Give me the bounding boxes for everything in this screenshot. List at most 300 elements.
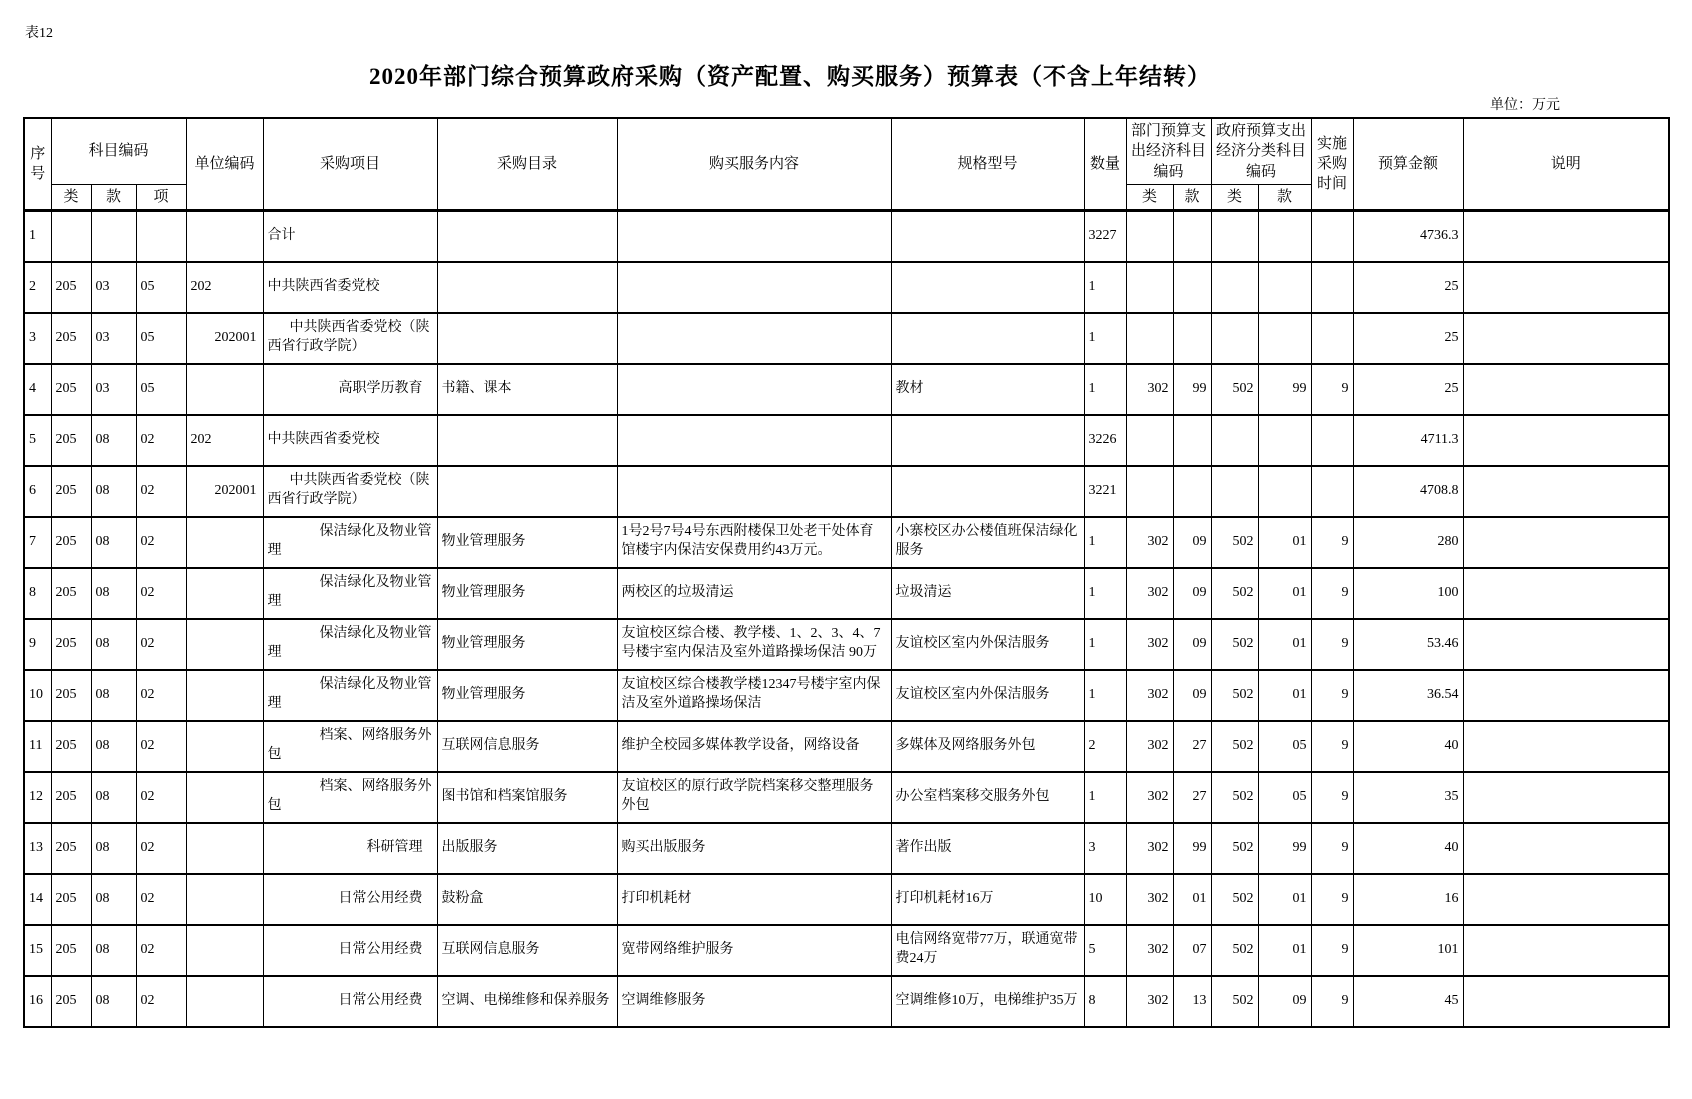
cell-service-content xyxy=(617,211,891,262)
cell-budget-amount: 4736.3 xyxy=(1353,211,1463,262)
cell-gov-section: 01 xyxy=(1258,568,1311,619)
cell-dept-section: 99 xyxy=(1173,823,1211,874)
table-row xyxy=(24,313,1669,364)
cell-subject-class: 205 xyxy=(51,466,91,517)
sub-header-gov-class: 类 xyxy=(1211,184,1258,210)
cell-seq: 11 xyxy=(24,721,51,772)
cell-subject-item: 02 xyxy=(136,568,186,619)
cell-quantity: 1 xyxy=(1084,364,1126,415)
cell-gov-class: 502 xyxy=(1211,925,1258,976)
cell-catalog: 物业管理服务 xyxy=(437,619,617,670)
cell-subject-class: 205 xyxy=(51,721,91,772)
cell-note xyxy=(1463,772,1669,823)
cell-gov-class xyxy=(1211,262,1258,313)
cell-note xyxy=(1463,823,1669,874)
cell-subject-class xyxy=(51,211,91,262)
cell-subject-item: 02 xyxy=(136,772,186,823)
cell-service-content: 维护全校园多媒体教学设备，网络设备 xyxy=(617,721,891,772)
cell-subject-section: 08 xyxy=(91,568,136,619)
cell-dept-section: 27 xyxy=(1173,772,1211,823)
cell-budget-amount: 100 xyxy=(1353,568,1463,619)
cell-gov-section: 01 xyxy=(1258,670,1311,721)
cell-spec-model: 垃圾清运 xyxy=(891,568,1084,619)
cell-service-content: 宽带网络维护服务 xyxy=(617,925,891,976)
cell-subject-class: 205 xyxy=(51,415,91,466)
cell-subject-section: 08 xyxy=(91,823,136,874)
cell-subject-section: 08 xyxy=(91,517,136,568)
cell-gov-section: 99 xyxy=(1258,823,1311,874)
cell-service-content: 友谊校区的原行政学院档案移交整理服务外包 xyxy=(617,772,891,823)
cell-gov-section: 99 xyxy=(1258,364,1311,415)
cell-subject-section: 03 xyxy=(91,262,136,313)
cell-unit-code: 202001 xyxy=(186,466,263,517)
cell-dept-class xyxy=(1126,466,1173,517)
cell-note xyxy=(1463,976,1669,1027)
cell-seq: 14 xyxy=(24,874,51,925)
cell-dept-section: 13 xyxy=(1173,976,1211,1027)
cell-budget-amount: 45 xyxy=(1353,976,1463,1027)
cell-purchase-time xyxy=(1311,313,1353,364)
table-row xyxy=(24,619,1669,670)
cell-subject-class: 205 xyxy=(51,670,91,721)
cell-dept-class: 302 xyxy=(1126,721,1173,772)
cell-spec-model xyxy=(891,262,1084,313)
cell-spec-model: 打印机耗材16万 xyxy=(891,874,1084,925)
cell-note xyxy=(1463,364,1669,415)
cell-unit-code xyxy=(186,823,263,874)
cell-purchase-time: 9 xyxy=(1311,568,1353,619)
cell-gov-section: 09 xyxy=(1258,976,1311,1027)
cell-subject-section: 08 xyxy=(91,619,136,670)
table-tag: 表12 xyxy=(25,26,53,41)
cell-dept-class: 302 xyxy=(1126,619,1173,670)
col-header-procurement-item: 采购项目 xyxy=(263,118,437,211)
sub-header-subject-section: 款 xyxy=(91,184,136,210)
cell-seq: 16 xyxy=(24,976,51,1027)
col-header-gov-code: 政府预算支出经济分类科目编码 xyxy=(1211,118,1311,184)
cell-quantity: 10 xyxy=(1084,874,1126,925)
sub-header-dept-section: 款 xyxy=(1173,184,1211,210)
cell-gov-class xyxy=(1211,415,1258,466)
cell-gov-section: 01 xyxy=(1258,619,1311,670)
cell-purchase-time: 9 xyxy=(1311,364,1353,415)
cell-subject-section xyxy=(91,211,136,262)
cell-subject-item: 02 xyxy=(136,415,186,466)
page-title: 2020年部门综合预算政府采购（资产配置、购买服务）预算表（不含上年结转） xyxy=(369,64,1211,89)
cell-seq: 13 xyxy=(24,823,51,874)
cell-subject-class: 205 xyxy=(51,364,91,415)
cell-note xyxy=(1463,925,1669,976)
cell-seq: 6 xyxy=(24,466,51,517)
cell-budget-amount: 4711.3 xyxy=(1353,415,1463,466)
cell-spec-model: 办公室档案移交服务外包 xyxy=(891,772,1084,823)
col-header-note: 说明 xyxy=(1463,118,1669,211)
sub-header-subject-item: 项 xyxy=(136,184,186,210)
table-header xyxy=(24,118,1669,211)
table-body xyxy=(24,211,1669,1027)
table-row xyxy=(24,721,1669,772)
cell-note xyxy=(1463,721,1669,772)
cell-dept-section: 99 xyxy=(1173,364,1211,415)
cell-spec-model xyxy=(891,466,1084,517)
cell-catalog: 互联网信息服务 xyxy=(437,721,617,772)
cell-service-content: 两校区的垃圾清运 xyxy=(617,568,891,619)
cell-note xyxy=(1463,415,1669,466)
cell-purchase-time xyxy=(1311,466,1353,517)
cell-subject-item: 05 xyxy=(136,313,186,364)
cell-procurement-item: 保洁绿化及物业管理 xyxy=(263,568,437,619)
cell-subject-section: 08 xyxy=(91,976,136,1027)
table-row xyxy=(24,823,1669,874)
cell-service-content xyxy=(617,415,891,466)
budget-table xyxy=(23,117,1670,1028)
cell-unit-code xyxy=(186,211,263,262)
cell-service-content: 空调维修服务 xyxy=(617,976,891,1027)
cell-subject-item: 02 xyxy=(136,466,186,517)
cell-quantity: 3 xyxy=(1084,823,1126,874)
cell-note xyxy=(1463,313,1669,364)
cell-catalog: 鼓粉盒 xyxy=(437,874,617,925)
cell-note xyxy=(1463,619,1669,670)
sub-header-dept-class: 类 xyxy=(1126,184,1173,210)
cell-purchase-time: 9 xyxy=(1311,721,1353,772)
cell-unit-code xyxy=(186,874,263,925)
cell-dept-section xyxy=(1173,211,1211,262)
cell-gov-class: 502 xyxy=(1211,772,1258,823)
sub-header-gov-section: 款 xyxy=(1258,184,1311,210)
table-row xyxy=(24,517,1669,568)
cell-subject-class: 205 xyxy=(51,976,91,1027)
cell-spec-model xyxy=(891,313,1084,364)
cell-gov-class xyxy=(1211,211,1258,262)
cell-service-content xyxy=(617,313,891,364)
cell-subject-item: 02 xyxy=(136,619,186,670)
cell-gov-section xyxy=(1258,211,1311,262)
cell-catalog xyxy=(437,262,617,313)
cell-subject-class: 205 xyxy=(51,874,91,925)
cell-gov-class: 502 xyxy=(1211,568,1258,619)
cell-spec-model: 友谊校区室内外保洁服务 xyxy=(891,619,1084,670)
cell-note xyxy=(1463,211,1669,262)
cell-subject-item: 02 xyxy=(136,517,186,568)
col-header-subject-code: 科目编码 xyxy=(51,118,186,184)
cell-budget-amount: 25 xyxy=(1353,364,1463,415)
cell-quantity: 1 xyxy=(1084,619,1126,670)
cell-subject-class: 205 xyxy=(51,262,91,313)
cell-subject-section: 08 xyxy=(91,670,136,721)
cell-service-content: 友谊校区综合楼教学楼12347号楼宇室内保洁及室外道路操场保洁 xyxy=(617,670,891,721)
cell-procurement-item: 中共陕西省委党校（陕西省行政学院） xyxy=(263,466,437,517)
cell-budget-amount: 40 xyxy=(1353,823,1463,874)
table-row xyxy=(24,466,1669,517)
cell-spec-model xyxy=(891,415,1084,466)
cell-dept-section xyxy=(1173,313,1211,364)
cell-dept-class: 302 xyxy=(1126,568,1173,619)
cell-spec-model: 教材 xyxy=(891,364,1084,415)
cell-procurement-item: 中共陕西省委党校（陕西省行政学院） xyxy=(263,313,437,364)
cell-gov-section: 05 xyxy=(1258,772,1311,823)
cell-catalog: 图书馆和档案馆服务 xyxy=(437,772,617,823)
cell-budget-amount: 280 xyxy=(1353,517,1463,568)
cell-gov-section: 05 xyxy=(1258,721,1311,772)
table-row xyxy=(24,976,1669,1027)
cell-dept-class: 302 xyxy=(1126,517,1173,568)
cell-purchase-time: 9 xyxy=(1311,976,1353,1027)
cell-subject-item xyxy=(136,211,186,262)
cell-unit-code xyxy=(186,925,263,976)
cell-unit-code xyxy=(186,517,263,568)
cell-note xyxy=(1463,517,1669,568)
cell-subject-class: 205 xyxy=(51,517,91,568)
cell-note xyxy=(1463,568,1669,619)
cell-budget-amount: 35 xyxy=(1353,772,1463,823)
col-header-budget-amount: 预算金额 xyxy=(1353,118,1463,211)
cell-quantity: 2 xyxy=(1084,721,1126,772)
cell-unit-code xyxy=(186,364,263,415)
cell-procurement-item: 档案、网络服务外包 xyxy=(263,721,437,772)
unit-note: 单位：万元 xyxy=(1490,98,1560,113)
cell-catalog: 物业管理服务 xyxy=(437,517,617,568)
cell-dept-section xyxy=(1173,466,1211,517)
cell-dept-class: 302 xyxy=(1126,925,1173,976)
cell-quantity: 3227 xyxy=(1084,211,1126,262)
table-row xyxy=(24,415,1669,466)
cell-procurement-item: 日常公用经费 xyxy=(263,976,437,1027)
cell-seq: 2 xyxy=(24,262,51,313)
table-row xyxy=(24,874,1669,925)
cell-gov-class: 502 xyxy=(1211,976,1258,1027)
cell-subject-item: 02 xyxy=(136,874,186,925)
cell-service-content: 友谊校区综合楼、教学楼、1、2、3、4、7号楼宇室内保洁及室外道路操场保洁 90万 xyxy=(617,619,891,670)
cell-catalog: 互联网信息服务 xyxy=(437,925,617,976)
cell-seq: 9 xyxy=(24,619,51,670)
cell-unit-code xyxy=(186,619,263,670)
cell-budget-amount: 4708.8 xyxy=(1353,466,1463,517)
cell-procurement-item: 科研管理 xyxy=(263,823,437,874)
cell-seq: 8 xyxy=(24,568,51,619)
col-header-dept-code: 部门预算支出经济科目编码 xyxy=(1126,118,1211,184)
cell-subject-section: 08 xyxy=(91,772,136,823)
cell-service-content xyxy=(617,364,891,415)
cell-procurement-item: 高职学历教育 xyxy=(263,364,437,415)
cell-seq: 12 xyxy=(24,772,51,823)
cell-service-content xyxy=(617,262,891,313)
cell-subject-class: 205 xyxy=(51,313,91,364)
cell-purchase-time xyxy=(1311,415,1353,466)
cell-procurement-item: 日常公用经费 xyxy=(263,925,437,976)
cell-unit-code: 202001 xyxy=(186,313,263,364)
cell-gov-class: 502 xyxy=(1211,874,1258,925)
cell-dept-section: 09 xyxy=(1173,517,1211,568)
cell-subject-class: 205 xyxy=(51,925,91,976)
cell-seq: 4 xyxy=(24,364,51,415)
cell-subject-item: 05 xyxy=(136,364,186,415)
cell-subject-item: 05 xyxy=(136,262,186,313)
cell-procurement-item: 保洁绿化及物业管理 xyxy=(263,670,437,721)
cell-dept-section: 01 xyxy=(1173,874,1211,925)
cell-catalog: 物业管理服务 xyxy=(437,670,617,721)
cell-gov-section: 01 xyxy=(1258,925,1311,976)
cell-dept-class: 302 xyxy=(1126,772,1173,823)
cell-unit-code: 202 xyxy=(186,262,263,313)
cell-gov-class xyxy=(1211,313,1258,364)
cell-subject-item: 02 xyxy=(136,925,186,976)
col-header-purchase-time: 实施采购时间 xyxy=(1311,118,1353,211)
cell-service-content: 购买出版服务 xyxy=(617,823,891,874)
cell-purchase-time: 9 xyxy=(1311,772,1353,823)
cell-gov-class: 502 xyxy=(1211,619,1258,670)
cell-gov-section xyxy=(1258,262,1311,313)
col-header-catalog: 采购目录 xyxy=(437,118,617,211)
cell-subject-class: 205 xyxy=(51,823,91,874)
cell-subject-class: 205 xyxy=(51,619,91,670)
cell-gov-class: 502 xyxy=(1211,517,1258,568)
cell-quantity: 3221 xyxy=(1084,466,1126,517)
cell-unit-code xyxy=(186,568,263,619)
cell-dept-class: 302 xyxy=(1126,976,1173,1027)
cell-note xyxy=(1463,466,1669,517)
cell-dept-section xyxy=(1173,415,1211,466)
cell-gov-class: 502 xyxy=(1211,670,1258,721)
cell-dept-class: 302 xyxy=(1126,364,1173,415)
cell-catalog: 书籍、课本 xyxy=(437,364,617,415)
cell-procurement-item: 保洁绿化及物业管理 xyxy=(263,517,437,568)
cell-dept-section: 09 xyxy=(1173,670,1211,721)
cell-budget-amount: 101 xyxy=(1353,925,1463,976)
cell-subject-item: 02 xyxy=(136,721,186,772)
cell-service-content xyxy=(617,466,891,517)
cell-subject-item: 02 xyxy=(136,670,186,721)
cell-procurement-item: 保洁绿化及物业管理 xyxy=(263,619,437,670)
cell-service-content: 打印机耗材 xyxy=(617,874,891,925)
col-header-spec-model: 规格型号 xyxy=(891,118,1084,211)
cell-purchase-time: 9 xyxy=(1311,517,1353,568)
cell-purchase-time: 9 xyxy=(1311,670,1353,721)
cell-purchase-time: 9 xyxy=(1311,925,1353,976)
cell-note xyxy=(1463,874,1669,925)
cell-catalog: 空调、电梯维修和保养服务 xyxy=(437,976,617,1027)
cell-subject-class: 205 xyxy=(51,772,91,823)
cell-dept-class: 302 xyxy=(1126,874,1173,925)
cell-catalog: 物业管理服务 xyxy=(437,568,617,619)
cell-spec-model xyxy=(891,211,1084,262)
cell-gov-class xyxy=(1211,466,1258,517)
cell-procurement-item: 合计 xyxy=(263,211,437,262)
cell-budget-amount: 25 xyxy=(1353,313,1463,364)
cell-spec-model: 多媒体及网络服务外包 xyxy=(891,721,1084,772)
cell-purchase-time: 9 xyxy=(1311,619,1353,670)
table-row xyxy=(24,670,1669,721)
cell-dept-class xyxy=(1126,415,1173,466)
cell-dept-class xyxy=(1126,262,1173,313)
sub-header-subject-class: 类 xyxy=(51,184,91,210)
cell-catalog xyxy=(437,313,617,364)
cell-gov-section xyxy=(1258,466,1311,517)
cell-seq: 10 xyxy=(24,670,51,721)
cell-procurement-item: 中共陕西省委党校 xyxy=(263,262,437,313)
cell-subject-item: 02 xyxy=(136,976,186,1027)
cell-note xyxy=(1463,262,1669,313)
table-row xyxy=(24,262,1669,313)
cell-dept-section xyxy=(1173,262,1211,313)
cell-seq: 7 xyxy=(24,517,51,568)
cell-gov-section xyxy=(1258,415,1311,466)
cell-dept-class: 302 xyxy=(1126,823,1173,874)
cell-gov-class: 502 xyxy=(1211,364,1258,415)
cell-spec-model: 著作出版 xyxy=(891,823,1084,874)
cell-purchase-time: 9 xyxy=(1311,823,1353,874)
cell-seq: 5 xyxy=(24,415,51,466)
cell-dept-class xyxy=(1126,211,1173,262)
cell-unit-code xyxy=(186,772,263,823)
table-row xyxy=(24,211,1669,262)
cell-procurement-item: 中共陕西省委党校 xyxy=(263,415,437,466)
cell-procurement-item: 档案、网络服务外包 xyxy=(263,772,437,823)
cell-dept-section: 07 xyxy=(1173,925,1211,976)
cell-subject-section: 03 xyxy=(91,364,136,415)
cell-seq: 1 xyxy=(24,211,51,262)
col-header-service-content: 购买服务内容 xyxy=(617,118,891,211)
cell-dept-class: 302 xyxy=(1126,670,1173,721)
cell-service-content: 1号2号7号4号东西附楼保卫处老干处体育馆楼宇内保洁安保费用约43万元。 xyxy=(617,517,891,568)
cell-seq: 3 xyxy=(24,313,51,364)
cell-budget-amount: 25 xyxy=(1353,262,1463,313)
cell-dept-section: 09 xyxy=(1173,568,1211,619)
cell-seq: 15 xyxy=(24,925,51,976)
cell-quantity: 1 xyxy=(1084,262,1126,313)
cell-quantity: 1 xyxy=(1084,670,1126,721)
cell-note xyxy=(1463,670,1669,721)
cell-quantity: 1 xyxy=(1084,772,1126,823)
cell-subject-class: 205 xyxy=(51,568,91,619)
cell-unit-code xyxy=(186,721,263,772)
cell-subject-section: 08 xyxy=(91,925,136,976)
cell-budget-amount: 36.54 xyxy=(1353,670,1463,721)
cell-gov-class: 502 xyxy=(1211,721,1258,772)
cell-gov-class: 502 xyxy=(1211,823,1258,874)
cell-purchase-time xyxy=(1311,262,1353,313)
cell-quantity: 5 xyxy=(1084,925,1126,976)
cell-quantity: 1 xyxy=(1084,568,1126,619)
cell-spec-model: 电信网络宽带77万，联通宽带费24万 xyxy=(891,925,1084,976)
cell-subject-section: 08 xyxy=(91,874,136,925)
cell-dept-section: 27 xyxy=(1173,721,1211,772)
table-row xyxy=(24,772,1669,823)
cell-unit-code: 202 xyxy=(186,415,263,466)
cell-quantity: 8 xyxy=(1084,976,1126,1027)
cell-subject-section: 08 xyxy=(91,721,136,772)
col-header-unit-code: 单位编码 xyxy=(186,118,263,211)
cell-quantity: 3226 xyxy=(1084,415,1126,466)
table-row xyxy=(24,364,1669,415)
cell-gov-section: 01 xyxy=(1258,874,1311,925)
col-header-quantity: 数量 xyxy=(1084,118,1126,211)
cell-quantity: 1 xyxy=(1084,313,1126,364)
cell-gov-section xyxy=(1258,313,1311,364)
table-row xyxy=(24,568,1669,619)
cell-procurement-item: 日常公用经费 xyxy=(263,874,437,925)
cell-spec-model: 友谊校区室内外保洁服务 xyxy=(891,670,1084,721)
cell-dept-class xyxy=(1126,313,1173,364)
cell-spec-model: 空调维修10万，电梯维护35万 xyxy=(891,976,1084,1027)
cell-catalog xyxy=(437,211,617,262)
table-row xyxy=(24,925,1669,976)
cell-subject-section: 08 xyxy=(91,415,136,466)
cell-subject-section: 08 xyxy=(91,466,136,517)
cell-catalog xyxy=(437,415,617,466)
cell-budget-amount: 40 xyxy=(1353,721,1463,772)
cell-gov-section: 01 xyxy=(1258,517,1311,568)
